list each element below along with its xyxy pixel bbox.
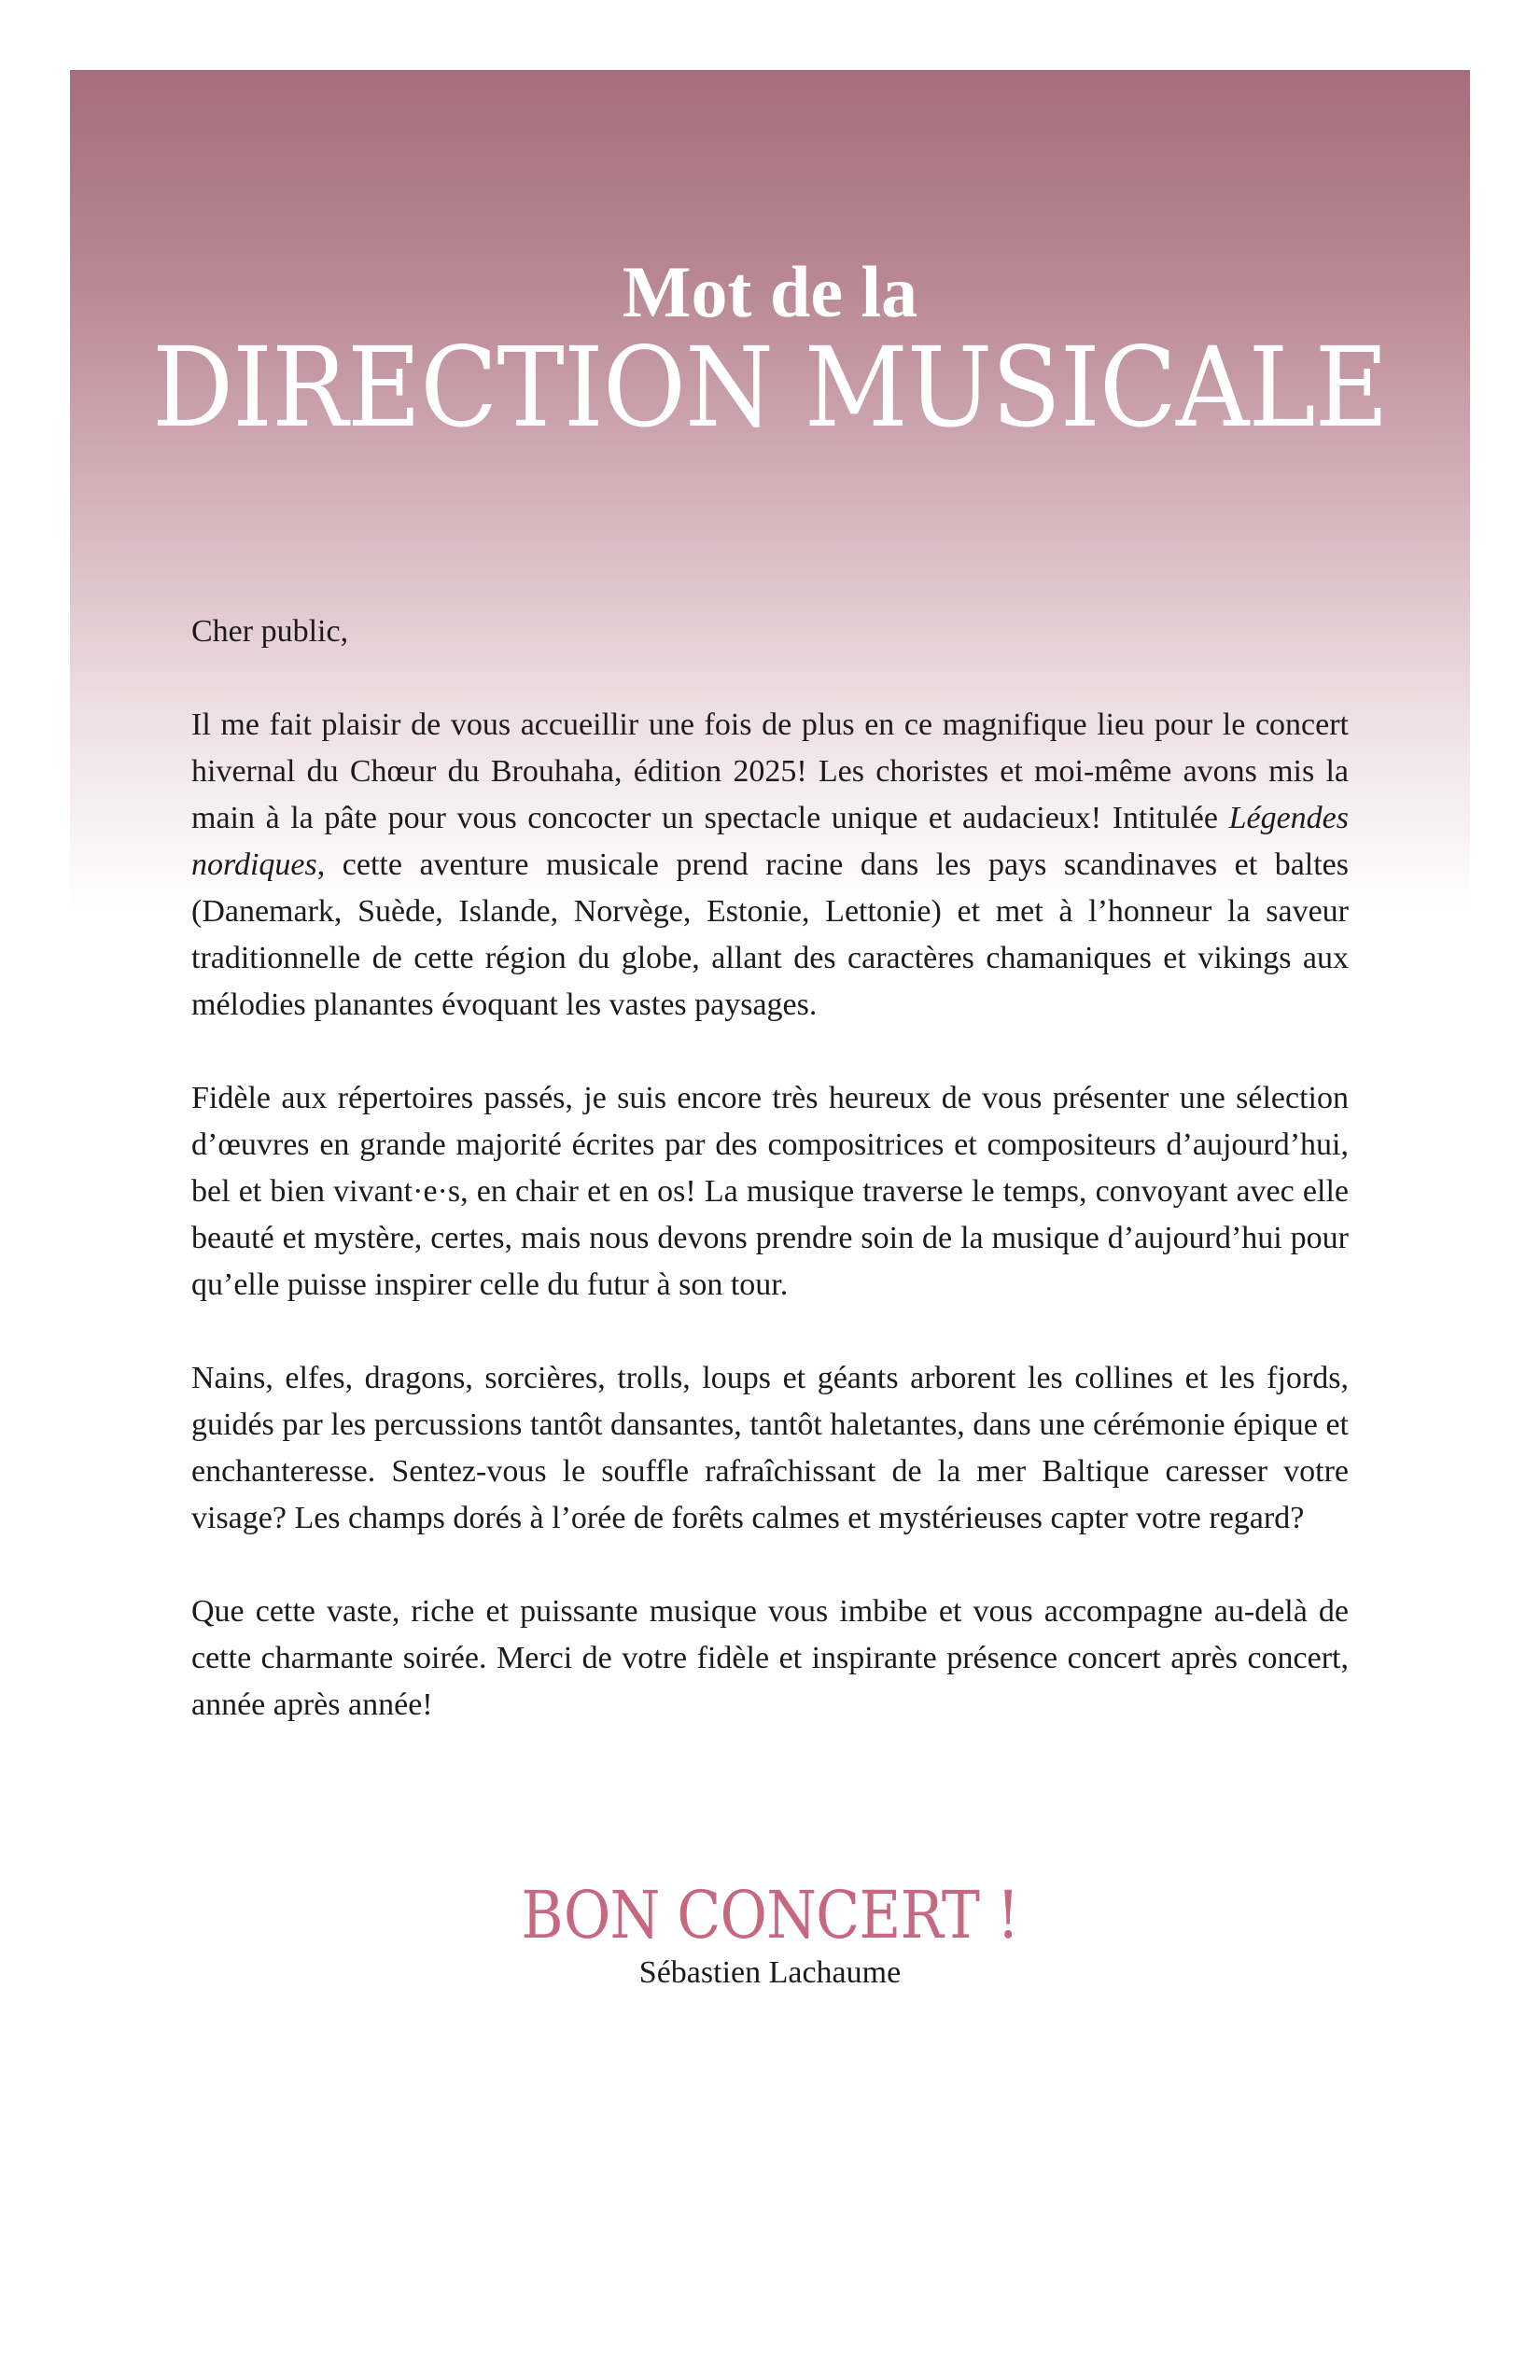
- title-main: DIRECTION MUSICALE: [152, 323, 1388, 452]
- closing: [0, 1876, 1540, 1992]
- signature: Sébastien Lachaume: [638, 1955, 902, 1990]
- paragraph-1-before: Il me fait plaisir de vous accueillir une fois de plus en ce magnifique lieu pour le concert hivernal du Chœur du Brouhaha, édition 2025! Les choristes et moi-même avons mis la main à la pâte pour vous concocter un spectacle unique et audacieux! Intitulée: [191, 707, 1349, 835]
- letter-body: [191, 609, 1349, 1775]
- concert-title: Légendes nordiques: [191, 801, 1349, 882]
- closing-greeting: BON CONCERT !: [521, 1877, 1019, 1953]
- paragraph-1-after: , cette aventure musicale prend racine dans les pays scandinaves et baltes (Danemark, Suède, Islande, Norvège, Estonie, Lettonie) et met à l’honneur la saveur traditionnelle de cette région du globe, allant des caractères chamaniques et vikings aux mélodies planantes évoquant les vastes paysages.: [191, 847, 1349, 1022]
- paragraph-3: Nains, elfes, dragons, sorcières, trolls, loups et géants arborent les collines et les fjords, guidés par les percussions tantôt dansantes, tantôt haletantes, dans une cérémonie épique et enchanteresse. Sentez-vous le souffle rafraîchissant de la mer Baltique caresser votre visage? Les champs dorés à l’orée de forêts calmes et mystérieuses capter votre regard?: [191, 1361, 1349, 1535]
- paragraph-1: [191, 702, 1349, 1029]
- salutation: Cher public,: [191, 614, 349, 649]
- paragraph-4: Que cette vaste, riche et puissante musique vous imbibe et vous accompagne au-delà de cette charmante soirée. Merci de votre fidèle et inspirante présence concert après concert, année après année!: [191, 1594, 1349, 1722]
- paragraph-2: Fidèle aux répertoires passés, je suis encore très heureux de vous présenter une sélection d’œuvres en grande majorité écrites par des compositrices et compositeurs d’aujourd’hui, bel et bien vivant·e·s, en chair et en os! La musique traverse le temps, convoyant avec elle beauté et mystère, certes, mais nous devons prendre soin de la musique d’aujourd’hui pour qu’elle puisse inspirer celle du futur à son tour.: [191, 1081, 1349, 1302]
- title-top: Mot de la: [622, 251, 918, 332]
